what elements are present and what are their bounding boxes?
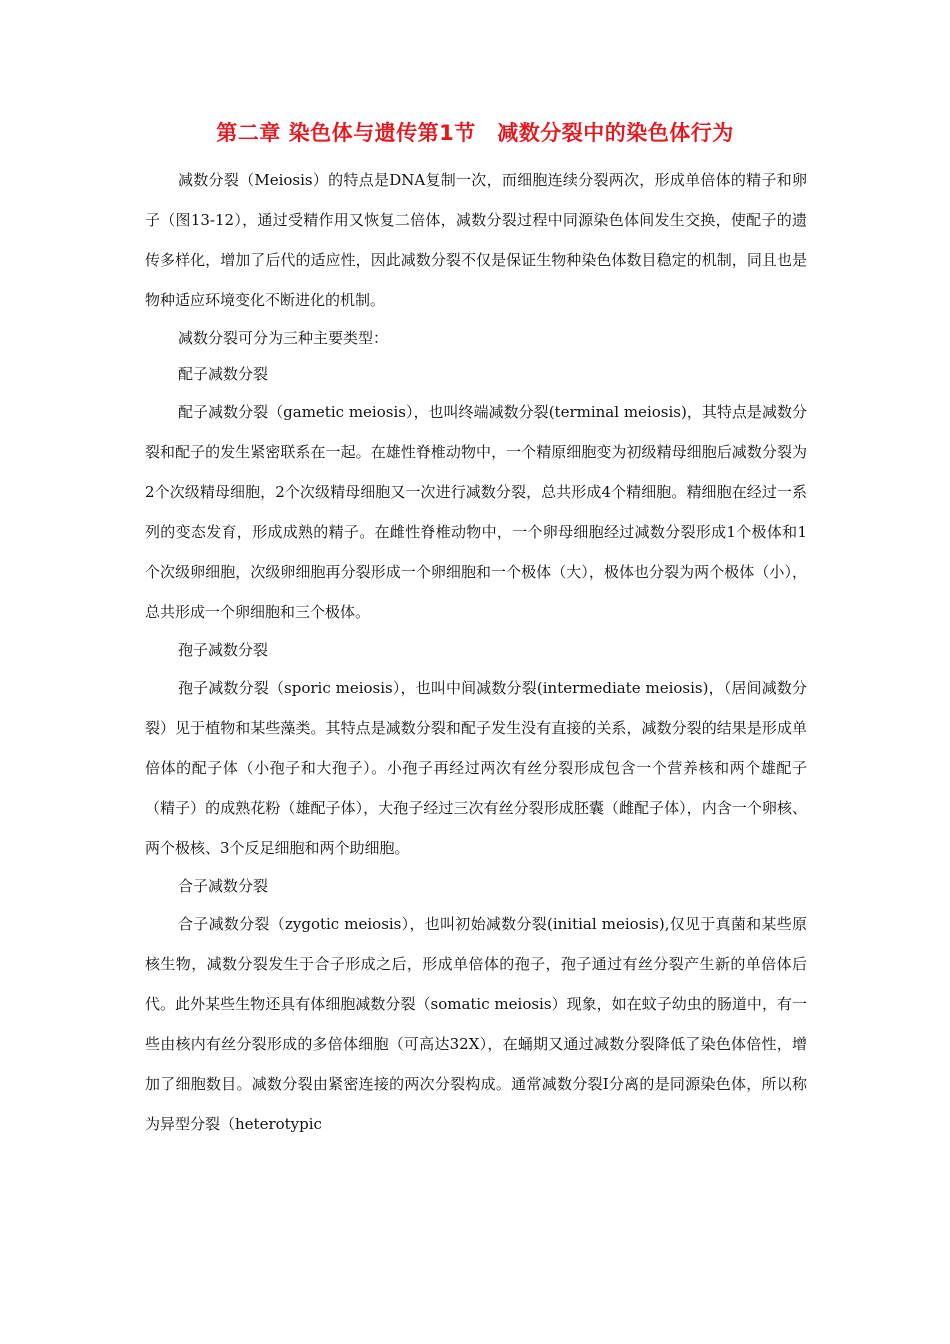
paragraph-zygotic-meiosis: 合子减数分裂（zygotic meiosis），也叫初始减数分裂(initial meiosis),仅见于真菌和某些原核生物，减数分裂发生于合子形成之后，形成单倍体的孢子，孢子通过有丝分裂产生新的单倍体后代。此外某些生物还具有体细胞减数分裂（somatic meiosis）现象，如在蚊子幼虫的肠道中，有一些由核内有丝分裂形成的多倍体细胞（可高达32X），在蛹期又通过减数分裂降低了染色体倍性，增加了细胞数目。减数分裂由紧密连接的两次分裂构成。通常减数分裂Ⅰ分离的是同源染色体，所以称为异型分裂（heterotypic (145, 915, 807, 1133)
paragraph-types-intro: 减数分裂可分为三种主要类型： (178, 329, 389, 347)
paragraph-meiosis-intro: 减数分裂（Meiosis）的特点是DNA复制一次，而细胞连续分裂两次，形成单倍体的精子和卵子（图13-12），通过受精作用又恢复二倍体，减数分裂过程中同源染色体间发生交换，使配子的遗传多样化，增加了后代的适应性，因此减数分裂不仅是保证生物种染色体数目稳定的机制，同且也是物种适应环境变化不断进化的机制。 (145, 171, 807, 309)
section-heading-zygotic: 合子减数分裂 (178, 877, 269, 895)
section-heading-sporic: 孢子减数分裂 (178, 641, 269, 659)
document-body (145, 160, 807, 1144)
section-heading-gametic: 配子减数分裂 (178, 365, 269, 383)
document-title: 第二章 染色体与遗传第1节 减数分裂中的染色体行为 (216, 121, 734, 145)
paragraph-sporic-meiosis: 孢子减数分裂（sporic meiosis），也叫中间减数分裂(intermediate meiosis)，（居间减数分裂）见于植物和某些藻类。其特点是减数分裂和配子发生没有直接的关系，减数分裂的结果是形成单倍体的配子体（小孢子和大孢子）。小孢子再经过两次有丝分裂形成包含一个营养核和两个雄配子（精子）的成熟花粉（雄配子体），大孢子经过三次有丝分裂形成胚囊（雌配子体），内含一个卵核、两个极核、3个反足细胞和两个助细胞。 (145, 679, 807, 857)
paragraph-gametic-meiosis: 配子减数分裂（gametic meiosis），也叫终端减数分裂(terminal meiosis)，其特点是减数分裂和配子的发生紧密联系在一起。在雄性脊椎动物中，一个精原细胞变为初级精母细胞后减数分裂为2个次级精母细胞，2个次级精母细胞又一次进行减数分裂，总共形成4个精细胞。精细胞在经过一系列的变态发育，形成成熟的精子。在雌性脊椎动物中，一个卵母细胞经过减数分裂形成1个极体和1个次级卵细胞，次级卵细胞再分裂形成一个卵细胞和一个极体（大），极体也分裂为两个极体（小），总共形成一个卵细胞和三个极体。 (145, 403, 807, 621)
